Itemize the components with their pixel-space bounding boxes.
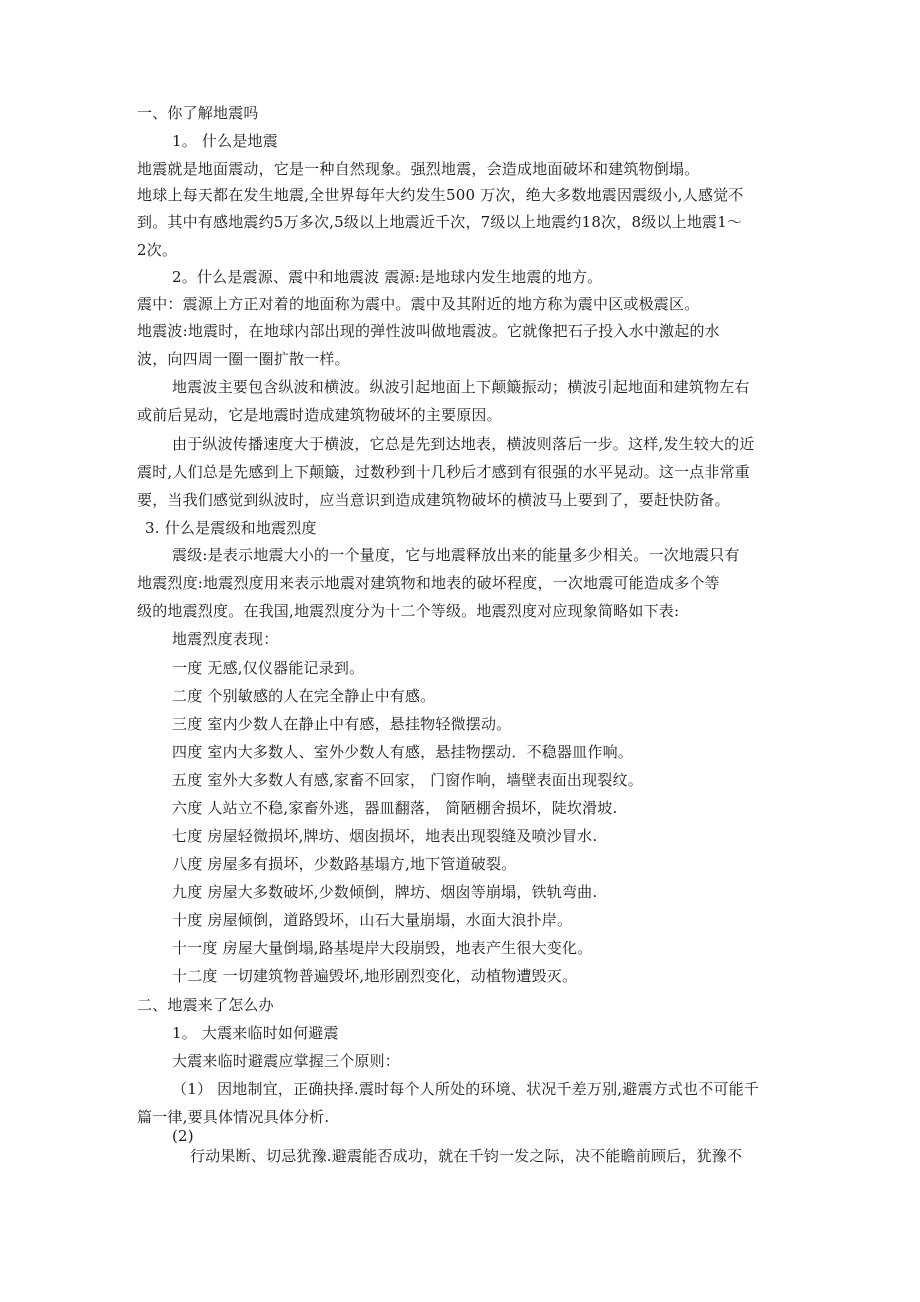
paragraph-line: 要，当我们感觉到纵波时，应当意识到造成建筑物破坏的横波马上要到了，要赶快防备。 bbox=[137, 491, 730, 509]
list-item: 行动果断、切忌犹豫.避震能否成功，就在千钧一发之际，决不能瞻前顾后，犹豫不 bbox=[190, 1147, 743, 1165]
paragraph-line: 地震波:地震时，在地球内部出现的弹性波叫做地震波。它就像把石子投入水中激起的水 bbox=[137, 322, 720, 340]
list-item: （1） 因地制宜，正确抉择.震时每个人所处的环境、状况千差万别,避震方式也不可能千 bbox=[172, 1080, 760, 1098]
section-heading: 二、地震来了怎么办 bbox=[137, 996, 274, 1014]
section-heading: 一、你了解地震吗 bbox=[137, 104, 259, 122]
list-marker: (2) bbox=[172, 1127, 194, 1145]
paragraph-line: 到。其中有感地震约5万多次,5级以上地震近千次，7级以上地震约18次，8级以上地震1～ bbox=[137, 213, 743, 231]
intensity-level-row: 八度 房屋多有损坏，少数路基塌方,地下管道破裂。 bbox=[172, 855, 517, 873]
paragraph-line: 2次。 bbox=[137, 241, 178, 259]
paragraph-line: 震中：震源上方正对着的地面称为震中。震中及其附近的地方称为震中区或极震区。 bbox=[137, 295, 700, 313]
intensity-level-row: 十度 房屋倾倒，道路毁坏，山石大量崩塌，水面大浪扑岸。 bbox=[172, 911, 573, 929]
intensity-level-row: 十一度 房屋大量倒塌,路基堤岸大段崩毁，地表产生很大变化。 bbox=[172, 939, 593, 957]
paragraph-line: 级的地震烈度。在我国,地震烈度分为十二个等级。地震烈度对应现象简略如下表: bbox=[137, 602, 680, 620]
subsection-heading: 2。什么是震源、震中和地震波 震源:是地球内发生地震的地方。 bbox=[172, 268, 603, 286]
paragraph-line: 震时,人们总是先感到上下颠簸，过数秒到十几秒后才感到有很强的水平晃动。这一点非常重 bbox=[137, 463, 750, 481]
intensity-level-row: 九度 房屋大多数破坏,少数倾倒，牌坊、烟囱等崩塌，铁轨弯曲. bbox=[172, 883, 598, 901]
subsection-heading: 1。 什么是地震 bbox=[172, 132, 278, 150]
paragraph-line: 波，向四周一圈一圈扩散一样。 bbox=[137, 350, 350, 368]
paragraph-line: 由于纵波传播速度大于横波，它总是先到达地表，横波则落后一步。这样,发生较大的近 bbox=[172, 435, 755, 453]
intensity-level-row: 四度 室内大多数人、室外少数人有感，悬挂物摆动．不稳器皿作响。 bbox=[172, 743, 633, 761]
paragraph-line: 震级:是表示地震大小的一个量度，它与地震释放出来的能量多少相关。一次地震只有 bbox=[172, 546, 740, 564]
paragraph-line: 或前后晃动，它是地震时造成建筑物破坏的主要原因。 bbox=[137, 406, 502, 424]
paragraph-line: 大震来临时避震应掌握三个原则： bbox=[172, 1052, 401, 1070]
list-item: 篇一律,要具体情况具体分析. bbox=[137, 1108, 330, 1126]
intensity-level-row: 三度 室内少数人在静止中有感，悬挂物轻微摆动。 bbox=[172, 715, 512, 733]
intensity-level-row: 一度 无感,仅仪器能记录到。 bbox=[172, 659, 365, 677]
paragraph-line: 地球上每天都在发生地震,全世界每年大约发生500 万次，绝大多数地震因震级小,人感觉不 bbox=[137, 186, 744, 204]
paragraph-line: 地震波主要包含纵波和横波。纵波引起地面上下颠簸振动；横波引起地面和建筑物左右 bbox=[172, 378, 750, 396]
paragraph-line: 地震就是地面震动，它是一种自然现象。强烈地震，会造成地面破坏和建筑物倒塌。 bbox=[137, 160, 700, 178]
intensity-table-heading: 地震烈度表现： bbox=[172, 630, 279, 648]
intensity-level-row: 二度 个别敏感的人在完全静止中有感。 bbox=[172, 687, 436, 705]
subsection-heading: 1。 大震来临时如何避震 bbox=[172, 1024, 339, 1042]
intensity-level-row: 十二度 一切建筑物普遍毁坏,地形剧烈变化，动植物遭毁灭。 bbox=[172, 967, 578, 985]
intensity-level-row: 五度 室外大多数人有感,家畜不回家， 门窗作响，墙壁表面出现裂纹。 bbox=[172, 771, 643, 789]
intensity-level-row: 六度 人站立不稳,家畜外逃，器皿翻落， 简陋棚舍损坏，陡坎滑坡. bbox=[172, 799, 618, 817]
intensity-level-row: 七度 房屋轻微损坏,牌坊、烟囱损坏，地表出现裂缝及喷沙冒水. bbox=[172, 827, 598, 845]
paragraph-line: 地震烈度:地震烈度用来表示地震对建筑物和地表的破坏程度，一次地震可能造成多个等 bbox=[137, 574, 720, 592]
subsection-heading: 3. 什么是震级和地震烈度 bbox=[145, 519, 317, 537]
